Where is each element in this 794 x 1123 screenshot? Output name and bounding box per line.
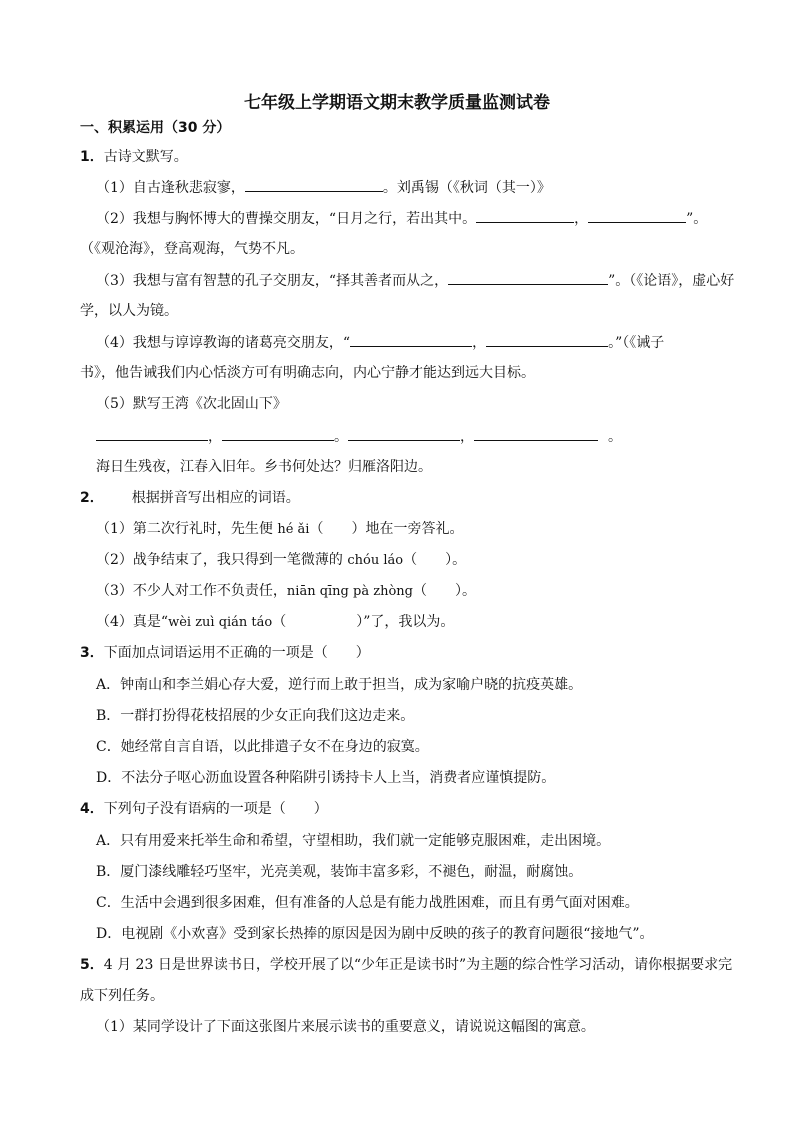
question-text: 下面加点词语运用不正确的一项是（ ） xyxy=(103,645,370,661)
question-text: 4 月 23 日是世界读书日，学校开展了以“少年正是读书时”为主题的综合性学习活动，请你根据要求完 xyxy=(103,957,733,973)
q3-option-b[interactable]: B．一群打扮得花枝招展的少女正向我们这边走来。 xyxy=(96,708,415,724)
item-text: 。刘禹锡（《秋词（其一）》 xyxy=(382,180,551,196)
question-4-stem xyxy=(80,799,328,819)
q3-option-d[interactable]: D．不法分子呕心沥血设置各种陷阱引诱持卡人上当，消费者应谨慎提防。 xyxy=(96,770,556,786)
question-1-stem xyxy=(80,147,188,167)
item-text: （4）真是“ xyxy=(96,614,169,630)
separator: ， xyxy=(574,211,589,227)
item-text: （2）战争结束了，我只得到一笔微薄的 xyxy=(96,552,348,568)
answer-blank[interactable] xyxy=(474,426,598,441)
q1-item-4-continued: 书》，他告诫我们内心恬淡方可有明确志向，内心宁静才能达到远大目标。 xyxy=(80,365,535,381)
separator: ， xyxy=(460,429,474,445)
pinyin: hé ǎi xyxy=(277,522,310,537)
q1-item-2 xyxy=(96,208,707,229)
question-number: 1． xyxy=(80,149,104,165)
question-5-stem xyxy=(80,955,732,975)
question-number: 3． xyxy=(80,645,104,661)
q1-item-4 xyxy=(96,332,664,353)
item-text: （1）自古逢秋悲寂寥， xyxy=(96,180,245,196)
pinyin: wèi zuì qián táo xyxy=(168,615,273,630)
answer-paren[interactable]: （ ）”了，我以为。 xyxy=(272,614,455,630)
answer-blank[interactable] xyxy=(476,208,574,223)
separator: ， xyxy=(208,429,222,445)
q1-item-5-answer: 海日生残夜，江春入旧年。乡书何处达？归雁洛阳边。 xyxy=(96,459,432,475)
q2-item-1 xyxy=(96,519,463,540)
question-text: 根据拼音写出相应的词语。 xyxy=(131,490,300,506)
answer-paren[interactable]: （ ）。 xyxy=(403,552,467,568)
section-heading: 一、积累运用（30 分） xyxy=(80,120,231,136)
question-text: 下列句子没有语病的一项是（ ） xyxy=(103,801,328,817)
separator: ， xyxy=(472,335,487,351)
answer-blank[interactable] xyxy=(348,426,460,441)
question-5-stem-continued: 成下列任务。 xyxy=(80,988,164,1004)
q1-item-3 xyxy=(96,270,734,291)
answer-blank[interactable] xyxy=(245,177,383,192)
q3-option-a[interactable]: A．钟南山和李兰娟心存大爱，逆行而上敢于担当，成为家喻户晓的抗疫英雄。 xyxy=(96,677,583,693)
q1-item-3-continued: 学，以人为镜。 xyxy=(80,303,178,319)
question-number: 5． xyxy=(80,957,104,973)
question-number: 2． xyxy=(80,490,104,506)
q1-item-5: （5）默写王湾《次北固山下》 xyxy=(96,396,287,412)
answer-blank[interactable] xyxy=(588,208,686,223)
q2-item-2 xyxy=(96,550,466,571)
q3-option-c[interactable]: C．她经常自言自语，以此排遣子女不在身边的寂寞。 xyxy=(96,739,429,755)
answer-blank[interactable] xyxy=(486,332,608,347)
separator: 。 xyxy=(334,429,348,445)
q1-item-1 xyxy=(96,177,551,198)
exam-title: 七年级上学期语文期末教学质量监测试卷 xyxy=(244,93,550,113)
separator: 。 xyxy=(608,429,622,445)
q1-item-2-continued: （《观沧海》，登高观海，气势不凡。 xyxy=(80,241,304,257)
q4-option-d[interactable]: D．电视剧《小欢喜》受到家长热捧的原因是因为剧中反映的孩子的教育问题很“接地气”。 xyxy=(96,926,654,942)
q4-option-c[interactable]: C．生活中会遇到很多困难，但有准备的人总是有能力战胜困难，而且有勇气面对困难。 xyxy=(96,895,639,911)
q5-task-1: （1）某同学设计了下面这张图片来展示读书的重要意义，请说说这幅图的寓意。 xyxy=(96,1019,595,1035)
q1-item-5-blanks xyxy=(96,426,622,447)
answer-paren[interactable]: （ ）。 xyxy=(412,583,476,599)
item-text: 。”（《诫子 xyxy=(608,335,665,351)
question-number: 4． xyxy=(80,801,104,817)
question-2-stem xyxy=(80,488,300,508)
q2-item-3 xyxy=(96,581,476,602)
answer-paren[interactable]: （ ）地在一旁答礼。 xyxy=(309,521,464,537)
q4-option-b[interactable]: B．厦门漆线雕轻巧坚牢，光亮美观，装饰丰富多彩，不褪色，耐温，耐腐蚀。 xyxy=(96,864,583,880)
item-text: ”。（《论语》，虚心好 xyxy=(608,273,735,289)
q4-option-a[interactable]: A．只有用爱来托举生命和希望，守望相助，我们就一定能够克服困难，走出困境。 xyxy=(96,833,611,849)
pinyin: niān qīng pà zhòng xyxy=(286,584,413,599)
question-text: 古诗文默写。 xyxy=(103,149,188,165)
item-text: （1）第二次行礼时，先生便 xyxy=(96,521,278,537)
q2-item-4 xyxy=(96,612,454,633)
item-text: （4）我想与谆谆教诲的诸葛亮交朋友，“ xyxy=(96,335,351,351)
item-text: ”。 xyxy=(686,211,708,227)
answer-blank[interactable] xyxy=(96,426,208,441)
item-text: （3）不少人对工作不负责任， xyxy=(96,583,287,599)
item-text: （3）我想与富有智慧的孔子交朋友，“择其善者而从之， xyxy=(96,273,449,289)
item-text: （2）我想与胸怀博大的曹操交朋友，“日月之行，若出其中。 xyxy=(96,211,477,227)
pinyin: chóu láo xyxy=(347,553,404,568)
question-3-stem xyxy=(80,643,370,663)
answer-blank[interactable] xyxy=(448,270,608,285)
answer-blank[interactable] xyxy=(350,332,472,347)
answer-blank[interactable] xyxy=(222,426,334,441)
